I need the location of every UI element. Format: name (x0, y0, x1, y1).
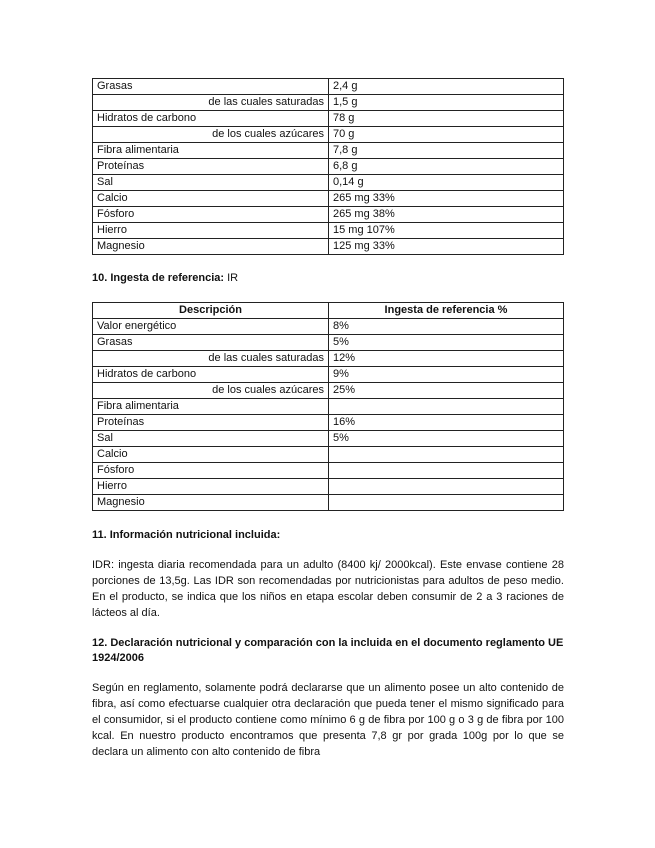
table-row (93, 447, 564, 463)
row-label: Sal (93, 431, 329, 447)
section-10-title: 10. Ingesta de referencia: (92, 272, 225, 284)
row-value: 78 g (329, 111, 564, 127)
row-label: Grasas (93, 79, 329, 95)
table-row (93, 111, 564, 127)
row-value: 25% (329, 383, 564, 399)
row-value: 12% (329, 351, 564, 367)
table-row (93, 207, 564, 223)
table-row (93, 495, 564, 511)
row-value: 0,14 g (329, 175, 564, 191)
row-value (329, 463, 564, 479)
row-value: 8% (329, 319, 564, 335)
table-row (93, 127, 564, 143)
row-label: Magnesio (93, 239, 329, 255)
nutrition-table (92, 78, 564, 255)
row-value: 1,5 g (329, 95, 564, 111)
section-10-heading (92, 271, 564, 286)
row-value: 265 mg 38% (329, 207, 564, 223)
row-label: Calcio (93, 191, 329, 207)
table-row (93, 479, 564, 495)
table-row (93, 415, 564, 431)
row-value: 5% (329, 431, 564, 447)
section-12-text: Según en reglamento, solamente podrá declararse que un alimento posee un alto contenido de fibra, así como efectuarse cualquier otra declaración que pueda tener el mismo significado para el consumidor, si el producto contiene como mínimo 6 g de fibra por 100 g o 3 g de fibra por 100 kcal. En nuestro producto encontramos que presenta 7,8 gr por grada 100g por lo que se declara un alimento con alto contenido de fibra (92, 682, 564, 758)
row-label: de las cuales saturadas (93, 351, 329, 367)
row-label: Sal (93, 175, 329, 191)
row-value: 2,4 g (329, 79, 564, 95)
table-row (93, 383, 564, 399)
table-row (93, 463, 564, 479)
document-page (92, 78, 564, 760)
row-label: Fósforo (93, 463, 329, 479)
header-reference-intake: Ingesta de referencia % (329, 303, 564, 319)
row-label: Valor energético (93, 319, 329, 335)
section-12-title: 12. Declaración nutricional y comparación con la incluida en el documento reglamento UE 1924/2006 (92, 637, 564, 664)
row-value (329, 447, 564, 463)
table-row (93, 239, 564, 255)
section-10-subtitle: IR (224, 272, 239, 284)
table-row (93, 399, 564, 415)
table-row (93, 95, 564, 111)
table-row (93, 335, 564, 351)
table-row (93, 79, 564, 95)
row-label: de las cuales saturadas (93, 95, 329, 111)
nutrition-table-body (93, 79, 564, 255)
reference-intake-table-body (93, 319, 564, 511)
row-label: Fibra alimentaria (93, 399, 329, 415)
row-label: Proteínas (93, 159, 329, 175)
row-value: 15 mg 107% (329, 223, 564, 239)
table-row (93, 175, 564, 191)
row-label: de los cuales azúcares (93, 383, 329, 399)
table-header-row (93, 303, 564, 319)
row-label: Proteínas (93, 415, 329, 431)
header-description: Descripción (93, 303, 329, 319)
section-11-text: IDR: ingesta diaria recomendada para un adulto (8400 kj/ 2000kcal). Este envase contiene 28 porciones de 13,5g. Las IDR son recomendadas por nutricionistas para adultos de peso medio. En el producto, se indica que los niños en etapa escolar deben consumir de 2 a 3 raciones de lácteos al día. (92, 559, 564, 619)
row-value: 125 mg 33% (329, 239, 564, 255)
row-label: Hierro (93, 223, 329, 239)
row-value (329, 495, 564, 511)
row-value: 6,8 g (329, 159, 564, 175)
row-label: Magnesio (93, 495, 329, 511)
row-value: 16% (329, 415, 564, 431)
table-row (93, 159, 564, 175)
row-value: 265 mg 33% (329, 191, 564, 207)
reference-intake-table (92, 302, 564, 511)
row-value (329, 479, 564, 495)
row-value (329, 399, 564, 415)
table-row (93, 351, 564, 367)
row-label: Calcio (93, 447, 329, 463)
table-row (93, 367, 564, 383)
row-label: Hierro (93, 479, 329, 495)
section-11-title: 11. Información nutricional incluida: (92, 529, 281, 541)
row-label: Grasas (93, 335, 329, 351)
row-label: Hidratos de carbono (93, 367, 329, 383)
row-label: Fibra alimentaria (93, 143, 329, 159)
row-value: 7,8 g (329, 143, 564, 159)
table-row (93, 143, 564, 159)
table-row (93, 319, 564, 335)
row-value: 70 g (329, 127, 564, 143)
row-value: 9% (329, 367, 564, 383)
row-label: de los cuales azúcares (93, 127, 329, 143)
table-row (93, 223, 564, 239)
row-label: Fósforo (93, 207, 329, 223)
table-row (93, 431, 564, 447)
row-label: Hidratos de carbono (93, 111, 329, 127)
row-value: 5% (329, 335, 564, 351)
table-row (93, 191, 564, 207)
